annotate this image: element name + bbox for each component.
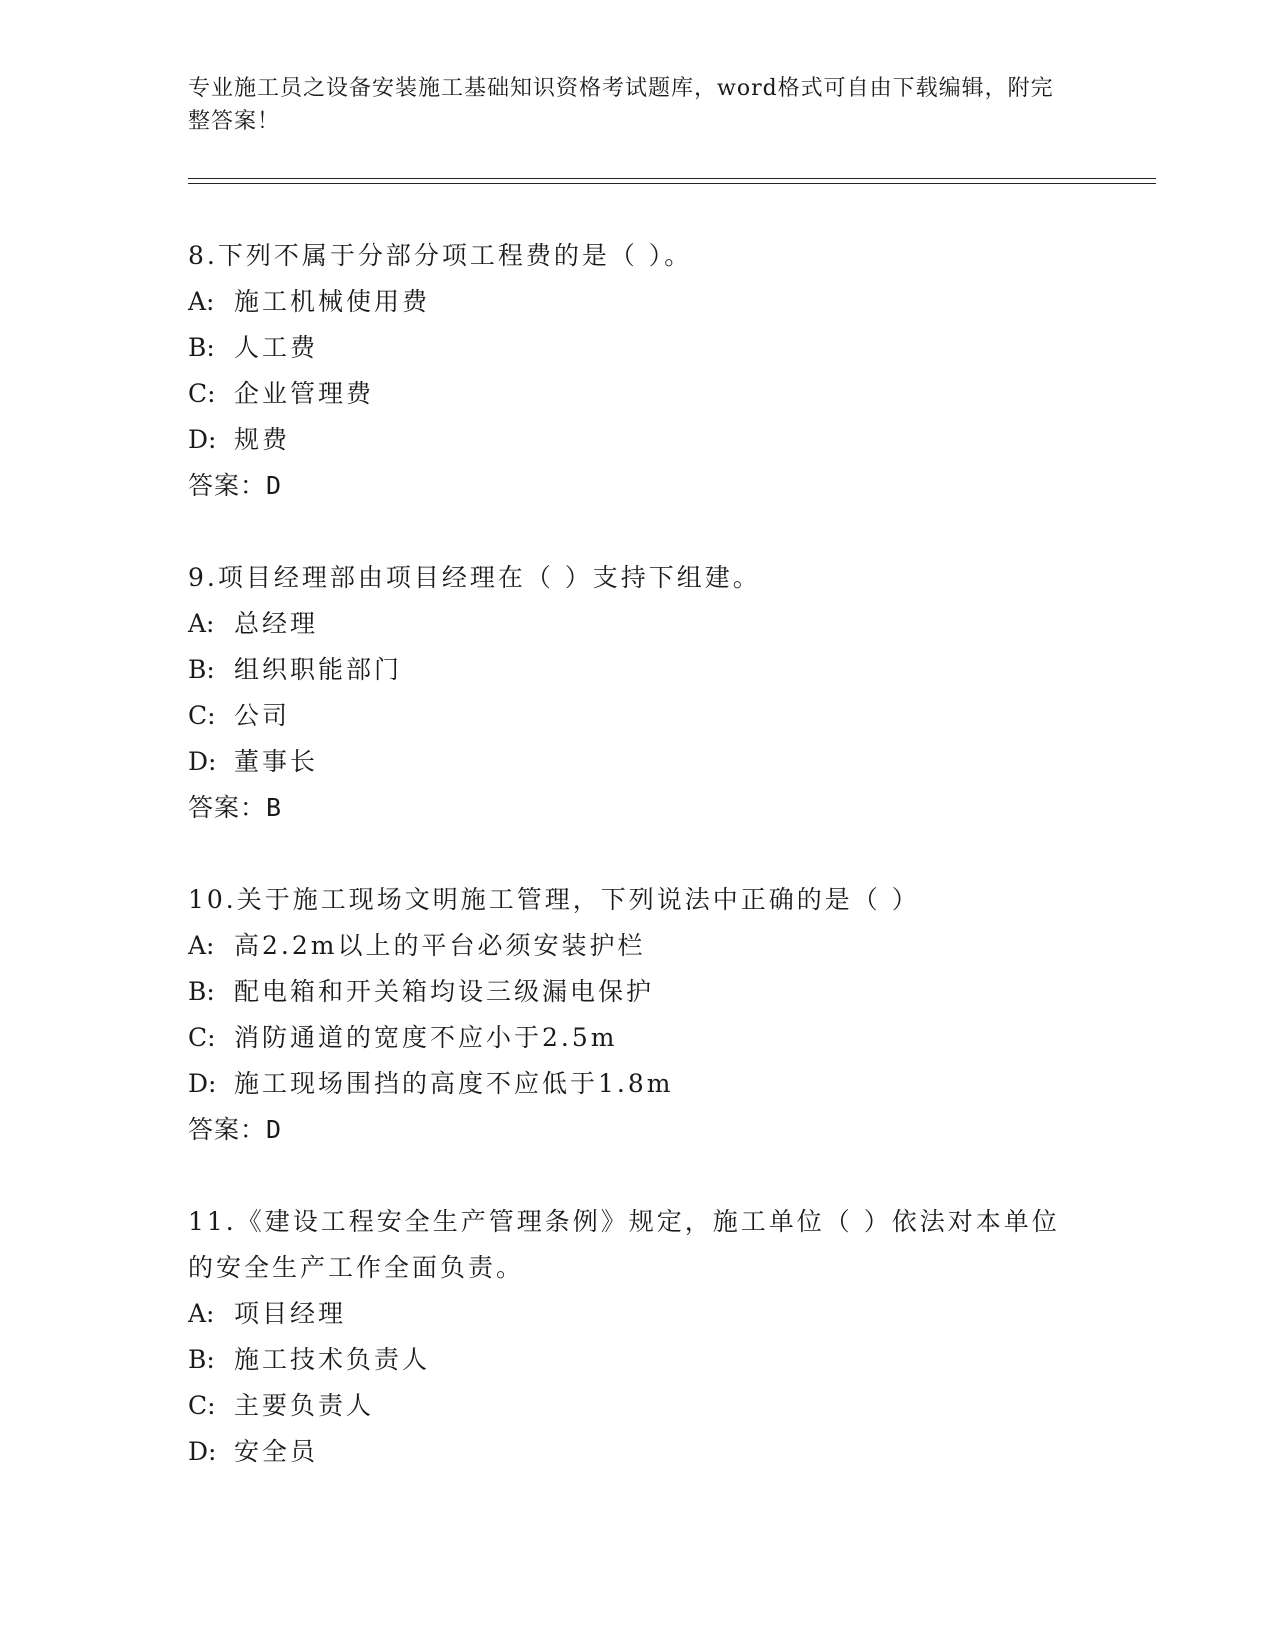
option-b bbox=[188, 325, 1088, 371]
option-letter: C: bbox=[188, 1391, 216, 1420]
question-10 bbox=[188, 877, 1088, 1153]
option-text: 高2.2m以上的平台必须安装护栏 bbox=[234, 931, 646, 960]
option-letter: D: bbox=[188, 1437, 217, 1466]
answer-line bbox=[188, 785, 1088, 831]
option-a bbox=[188, 601, 1088, 647]
option-letter: B: bbox=[188, 333, 215, 362]
option-text: 公司 bbox=[234, 701, 291, 730]
document-header: 专业施工员之设备安装施工基础知识资格考试题库，word格式可自由下载编辑，附完整答案！ bbox=[188, 76, 1054, 134]
option-a bbox=[188, 1291, 1088, 1337]
answer-value: D bbox=[266, 1115, 283, 1144]
question-stem: 9.项目经理部由项目经理在（ ）支持下组建。 bbox=[188, 563, 761, 592]
option-c bbox=[188, 1015, 1088, 1061]
option-text: 施工技术负责人 bbox=[234, 1345, 431, 1374]
option-letter: D: bbox=[188, 747, 217, 776]
header-divider-bottom bbox=[188, 183, 1156, 184]
option-b bbox=[188, 969, 1088, 1015]
option-letter: D: bbox=[188, 1069, 217, 1098]
option-text: 人工费 bbox=[234, 333, 319, 362]
option-letter: C: bbox=[188, 379, 216, 408]
option-letter: A: bbox=[188, 931, 215, 960]
answer-line bbox=[188, 463, 1088, 509]
option-b bbox=[188, 647, 1088, 693]
option-text: 安全员 bbox=[234, 1437, 319, 1466]
option-text: 董事长 bbox=[234, 747, 319, 776]
question-9 bbox=[188, 555, 1088, 831]
answer-line bbox=[188, 1107, 1088, 1153]
question-8 bbox=[188, 233, 1088, 509]
option-text: 配电箱和开关箱均设三级漏电保护 bbox=[234, 977, 655, 1006]
question-stem: 10.关于施工现场文明施工管理，下列说法中正确的是（ ） bbox=[188, 885, 920, 914]
question-stem: 11.《建设工程安全生产管理条例》规定，施工单位（ ）依法对本单位的安全生产工作全面负责。 bbox=[188, 1207, 1060, 1282]
option-d bbox=[188, 417, 1088, 463]
option-c bbox=[188, 371, 1088, 417]
option-letter: C: bbox=[188, 1023, 216, 1052]
option-c bbox=[188, 1383, 1088, 1429]
option-letter: A: bbox=[188, 609, 215, 638]
answer-value: D bbox=[266, 471, 283, 500]
option-text: 规费 bbox=[234, 425, 291, 454]
option-letter: A: bbox=[188, 287, 215, 316]
option-text: 消防通道的宽度不应小于2.5m bbox=[234, 1023, 618, 1052]
option-text: 项目经理 bbox=[234, 1299, 347, 1328]
option-c bbox=[188, 693, 1088, 739]
option-text: 企业管理费 bbox=[234, 379, 375, 408]
answer-label: 答案： bbox=[188, 1115, 267, 1144]
question-list bbox=[188, 233, 1088, 1521]
option-d bbox=[188, 1429, 1088, 1475]
option-b bbox=[188, 1337, 1088, 1383]
question-stem: 8.下列不属于分部分项工程费的是（ ）。 bbox=[188, 241, 693, 270]
answer-label: 答案： bbox=[188, 471, 267, 500]
option-letter: B: bbox=[188, 977, 215, 1006]
option-letter: A: bbox=[188, 1299, 215, 1328]
option-text: 主要负责人 bbox=[234, 1391, 375, 1420]
option-a bbox=[188, 279, 1088, 325]
option-letter: C: bbox=[188, 701, 216, 730]
answer-label: 答案： bbox=[188, 793, 267, 822]
header-divider-top bbox=[188, 178, 1156, 179]
option-text: 施工现场围挡的高度不应低于1.8m bbox=[234, 1069, 674, 1098]
answer-value: B bbox=[266, 793, 283, 822]
option-text: 施工机械使用费 bbox=[234, 287, 431, 316]
question-11 bbox=[188, 1199, 1088, 1475]
option-letter: D: bbox=[188, 425, 217, 454]
option-text: 总经理 bbox=[234, 609, 319, 638]
option-text: 组织职能部门 bbox=[234, 655, 403, 684]
option-letter: B: bbox=[188, 655, 215, 684]
option-letter: B: bbox=[188, 1345, 215, 1374]
option-d bbox=[188, 739, 1088, 785]
option-d bbox=[188, 1061, 1088, 1107]
option-a bbox=[188, 923, 1088, 969]
